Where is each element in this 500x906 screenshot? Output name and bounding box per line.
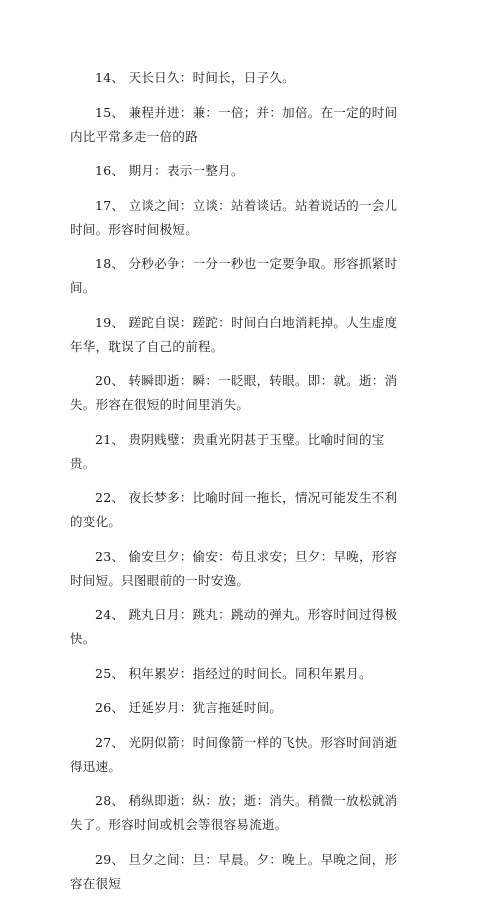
list-item: 16、 期月：表示一整月。 [95,163,244,178]
list-item: 17、 立谈之间：立谈：站着谈话。站着说话的一会儿时间。形容时间极短。 [70,197,398,237]
list-item: 22、 夜长梦多：比喻时间一拖长，情况可能发生不利的变化。 [70,490,398,529]
list-item: 21、 贵阴贱璧：贵重光阴甚于玉璧。比喻时间的宝贵。 [70,431,385,471]
list-item: 19、 蹉跎自误：蹉跎：时间白白地消耗掉。人生虚度年华，耽误了自己的前程。 [70,314,398,354]
list-item: 28、 稍纵即逝：纵：放；逝：消失。稍微一放松就消失了。形容时间或机会等很容易流逝。 [70,793,398,832]
list-item: 15、 兼程并进：兼：一倍；并：加倍。在一定的时间内比平常多走一倍的路 [70,104,398,144]
list-item: 23、 偷安旦夕：偷安：苟且求安；旦夕：早晚，形容时间短。只图眼前的一时安逸。 [70,548,398,588]
list-item: 27、 光阴似箭：时间像箭一样的飞快。形容时间消逝得迅速。 [70,734,398,774]
list-item: 29、 旦夕之间：旦：早晨。夕：晚上。早晚之间，形容在很短 [70,851,398,891]
list-item: 25、 积年累岁：指经过的时间长。同积年累月。 [95,665,372,681]
list-item: 26、 迁延岁月：犹言拖延时间。 [95,700,283,715]
list-item: 14、 天长日久：时间长，日子久。 [95,70,295,85]
list-item: 18、 分秒必争：一分一秒也一定要争取。形容抓紧时间。 [70,256,398,295]
list-item: 24、 跳丸日月：跳丸：跳动的弹丸。形容时间过得极快。 [70,607,398,646]
idiom-list [70,66,410,906]
list-item: 20、 转瞬即逝：瞬：一眨眼，转眼。即：就。逝：消失。形容在很短的时间里消失。 [70,373,398,412]
